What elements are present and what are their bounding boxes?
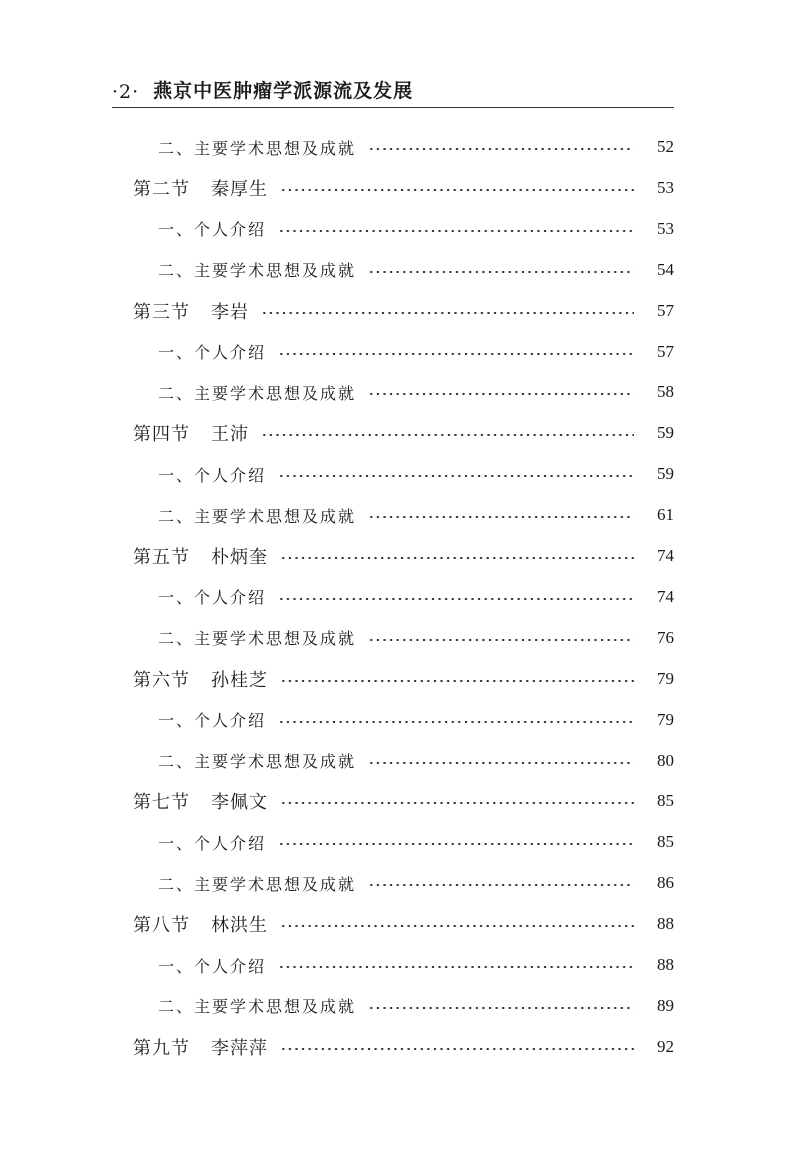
dot-leader (261, 312, 634, 314)
section-name: 朴炳奎 (211, 547, 268, 568)
section-name: 林洪生 (211, 915, 268, 937)
dot-leader (278, 966, 634, 968)
toc-page-number: 79 (657, 709, 674, 729)
subsection-title: 二、主要学术思想及成就 (158, 997, 357, 1017)
subsection-title: 一、个人介绍 (158, 956, 267, 976)
toc-subsection-entry[interactable] (158, 214, 674, 244)
toc-subsection-entry[interactable] (158, 705, 674, 735)
subsection-title: 二、主要学术思想及成就 (158, 752, 357, 771)
toc-page-number: 57 (657, 300, 674, 320)
toc-page-number: 88 (657, 914, 674, 934)
subsection-title: 一、个人介绍 (158, 833, 267, 853)
toc-subsection-entry[interactable] (158, 377, 674, 407)
section-name: 李佩文 (211, 792, 268, 814)
subsection-title: 二、主要学术思想及成就 (158, 874, 357, 894)
toc-page-number: 59 (657, 423, 674, 443)
page-number: ·2· (112, 81, 140, 103)
toc-page-number: 85 (657, 791, 674, 811)
toc-page-number: 76 (657, 627, 674, 647)
toc-section-entry[interactable] (133, 296, 674, 326)
toc-page-number: 57 (657, 341, 674, 361)
toc-page-number: 86 (657, 873, 674, 893)
toc-section-entry[interactable] (133, 664, 674, 694)
section-name: 王沛 (211, 424, 249, 446)
subsection-title: 一、个人介绍 (158, 343, 267, 362)
dot-leader (261, 434, 634, 436)
dot-leader (368, 516, 634, 518)
section-name: 孙桂芝 (211, 669, 268, 691)
dot-leader (368, 393, 634, 395)
toc-page-number: 52 (657, 137, 674, 156)
dot-leader (280, 925, 634, 927)
dot-leader (368, 884, 634, 886)
subsection-title: 二、主要学术思想及成就 (158, 506, 357, 526)
dot-leader (280, 189, 634, 191)
subsection-title: 一、个人介绍 (158, 711, 267, 731)
toc-section-entry[interactable] (133, 541, 674, 571)
dot-leader (278, 598, 634, 600)
section-number: 第七节 (133, 792, 190, 814)
section-number: 第二节 (133, 178, 190, 200)
toc-subsection-entry[interactable] (158, 132, 674, 162)
section-title (133, 666, 268, 692)
subsection-title: 二、主要学术思想及成就 (158, 261, 357, 281)
dot-leader (278, 843, 634, 845)
section-name: 秦厚生 (211, 178, 268, 200)
running-header (112, 78, 674, 108)
section-number: 第八节 (133, 915, 190, 937)
dot-leader (368, 148, 634, 150)
section-number: 第三节 (133, 301, 190, 323)
toc-subsection-entry[interactable] (158, 746, 674, 776)
toc-page-number: 61 (657, 505, 674, 525)
toc-page-number: 59 (657, 464, 674, 484)
dot-leader (368, 1007, 634, 1009)
subsection-title: 一、个人介绍 (158, 588, 267, 608)
toc-page-number: 89 (657, 995, 674, 1015)
section-title (133, 911, 268, 937)
toc-subsection-entry[interactable] (158, 623, 674, 653)
toc-section-entry[interactable] (133, 418, 674, 448)
section-name: 李岩 (211, 301, 249, 323)
dot-leader (280, 802, 634, 804)
toc-subsection-entry[interactable] (158, 991, 674, 1021)
toc-page-number: 92 (657, 1036, 674, 1056)
dot-leader (278, 353, 634, 355)
toc-subsection-entry[interactable] (158, 337, 674, 367)
dot-leader (280, 557, 634, 559)
toc-page-number: 53 (657, 218, 674, 238)
subsection-title: 二、主要学术思想及成就 (158, 383, 357, 403)
section-title (133, 420, 249, 446)
section-number: 第六节 (133, 669, 190, 691)
dot-leader (278, 721, 634, 723)
toc-page-number: 74 (657, 586, 674, 606)
toc-section-entry[interactable] (133, 173, 674, 203)
toc-page-number: 79 (657, 668, 674, 688)
section-title (133, 1034, 268, 1060)
section-number: 第四节 (133, 424, 190, 446)
subsection-title: 二、主要学术思想及成就 (158, 138, 357, 158)
dot-leader (278, 230, 634, 232)
toc-subsection-entry[interactable] (158, 868, 674, 898)
toc-page-number: 53 (657, 177, 674, 197)
toc-page-number: 85 (657, 832, 674, 852)
toc-subsection-entry[interactable] (158, 827, 674, 857)
toc-section-entry[interactable] (133, 1032, 674, 1062)
toc-subsection-entry[interactable] (158, 500, 674, 530)
section-title (133, 175, 268, 201)
section-number: 第五节 (133, 547, 190, 568)
section-title (133, 298, 249, 324)
toc-subsection-entry[interactable] (158, 950, 674, 980)
toc-subsection-entry[interactable] (158, 582, 674, 612)
section-title (133, 788, 268, 814)
toc-page-number: 74 (657, 546, 674, 565)
subsection-title: 一、个人介绍 (158, 465, 267, 485)
toc-subsection-entry[interactable] (158, 459, 674, 489)
book-title: 燕京中医肿瘤学派源流及发展 (153, 80, 414, 102)
toc-page-number: 80 (657, 750, 674, 770)
dot-leader (278, 475, 634, 477)
toc-page-number: 88 (657, 955, 674, 974)
toc-section-entry[interactable] (133, 786, 674, 816)
toc-subsection-entry[interactable] (158, 255, 674, 285)
toc-page-number: 54 (657, 259, 674, 279)
subsection-title: 二、主要学术思想及成就 (158, 629, 357, 649)
dot-leader (280, 1048, 634, 1050)
subsection-title: 一、个人介绍 (158, 220, 267, 240)
dot-leader (280, 680, 634, 682)
dot-leader (368, 271, 634, 273)
dot-leader (368, 762, 634, 764)
toc-page-number: 58 (657, 382, 674, 402)
toc-section-entry[interactable] (133, 909, 674, 939)
section-name: 李萍萍 (211, 1037, 268, 1059)
dot-leader (368, 639, 634, 641)
section-title (133, 543, 268, 569)
section-number: 第九节 (133, 1037, 190, 1059)
